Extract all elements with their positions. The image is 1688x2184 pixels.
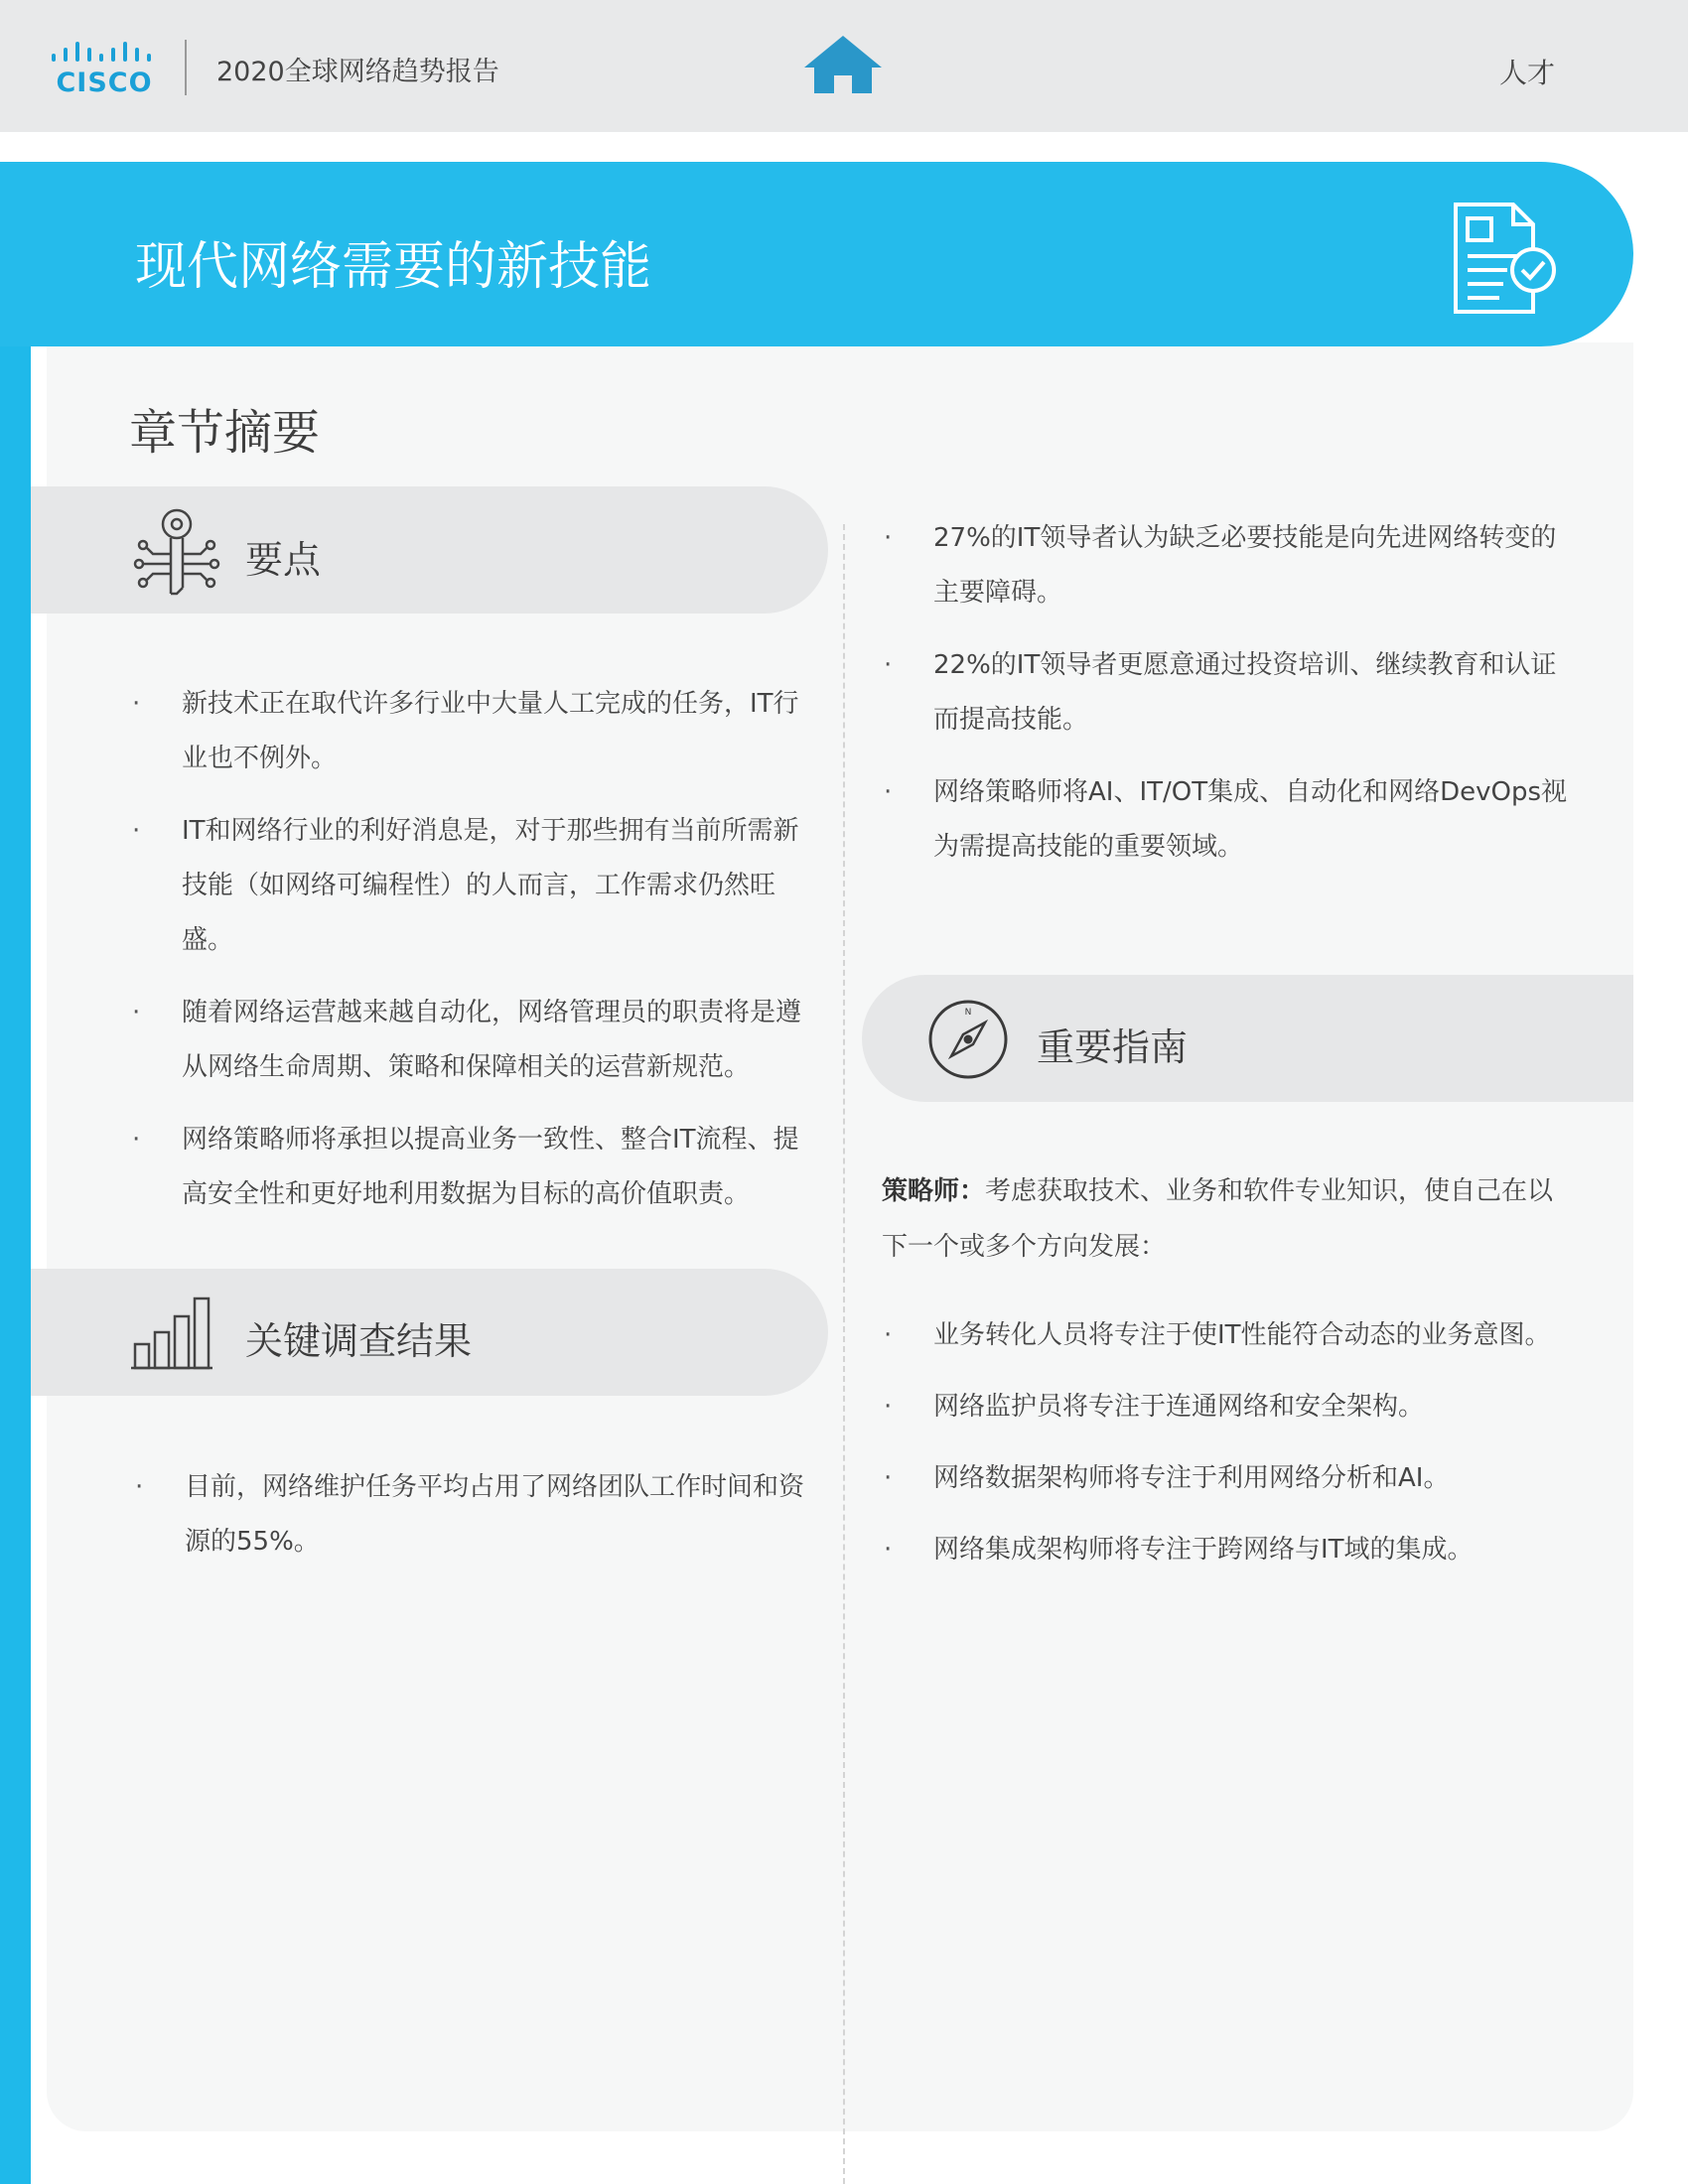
section-label[interactable]: 人才 <box>1499 57 1556 89</box>
list-item: · 27%的IT领导者认为缺乏必要技能是向先进网络转变的主要障碍。 <box>884 523 1557 608</box>
list-item: · IT和网络行业的利好消息是，对于那些拥有当前所需新技能（如网络可编程性）的人而言，工作需求仍然旺盛。 <box>132 816 799 955</box>
findings-list-right <box>882 511 1577 892</box>
guide-heading: 重要指南 <box>1037 1025 1189 1069</box>
list-item: · 业务转化人员将专注于使IT性能符合动态的业务意图。 <box>884 1320 1551 1350</box>
guide-intro-bold: 策略师： <box>882 1176 986 1206</box>
list-item: · 网络策略师将AI、IT/OT集成、自动化和网络DevOps视为需提高技能的重要领域。 <box>884 777 1568 862</box>
guide-intro <box>882 1163 1577 1275</box>
document-check-icon <box>1450 201 1559 316</box>
compass-icon <box>927 999 1009 1080</box>
findings-list-left <box>133 1460 818 1587</box>
list-item: · 22%的IT领导者更愿意通过投资培训、继续教育和认证而提高技能。 <box>884 650 1557 735</box>
list-item: · 网络策略师将承担以提高业务一致性、整合IT流程、提高安全性和更好地利用数据为目标的高价值职责。 <box>132 1125 799 1209</box>
report-title[interactable]: 2020全球网络趋势报告 <box>216 57 499 87</box>
summary-heading: 章节摘要 <box>129 405 321 461</box>
key-points-list <box>130 677 815 1240</box>
bar-chart-icon <box>131 1295 212 1370</box>
key-points-heading: 要点 <box>245 538 322 582</box>
column-divider <box>843 524 845 2184</box>
guide-intro-text: 考虑获取技术、业务和软件专业知识，使自己在以下一个或多个方向发展： <box>882 1176 1554 1262</box>
list-item: · 网络数据架构师将专注于利用网络分析和AI。 <box>884 1463 1450 1493</box>
left-accent-bar <box>0 164 31 2184</box>
list-item: · 新技术正在取代许多行业中大量人工完成的任务，IT行业也不例外。 <box>132 689 799 773</box>
list-item: · 网络监护员将专注于连通网络和安全架构。 <box>884 1392 1425 1422</box>
page-title: 现代网络需要的新技能 <box>135 237 652 297</box>
key-circuit-icon <box>131 506 222 598</box>
findings-heading: 关键调查结果 <box>245 1319 473 1363</box>
list-item: · 随着网络运营越来越自动化，网络管理员的职责将是遵从网络生命周期、策略和保障相关的运营新规范。 <box>132 998 802 1082</box>
guide-list <box>882 1308 1577 1594</box>
list-item: · 目前，网络维护任务平均占用了网络团队工作时间和资源的55%。 <box>135 1472 805 1557</box>
header-divider <box>185 40 187 95</box>
list-item: · 网络集成架构师将专注于跨网络与IT域的集成。 <box>884 1535 1474 1565</box>
svg-text:N: N <box>964 1008 972 1018</box>
home-icon[interactable] <box>802 34 884 95</box>
cisco-logo-text: CISCO <box>56 68 153 98</box>
